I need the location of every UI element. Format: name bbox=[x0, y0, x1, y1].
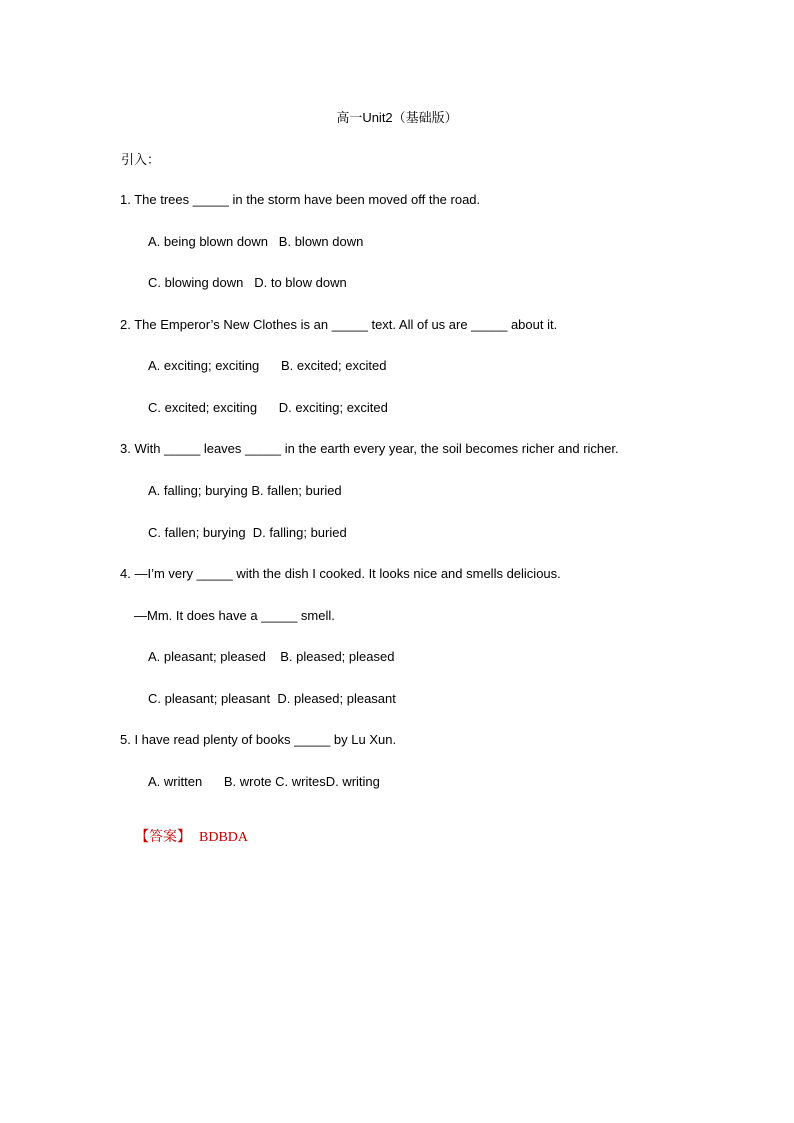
question-3-options-row-2: C. fallen; burying D. falling; buried bbox=[148, 525, 347, 540]
question-4-stem: 4. —I’m very _____ with the dish I cooked. It looks nice and smells delicious. bbox=[120, 566, 561, 581]
answer-value: BDBDA bbox=[199, 830, 249, 845]
question-2-options-row-1: A. exciting; exciting B. excited; excited bbox=[148, 358, 387, 373]
intro-label: 引入： bbox=[121, 152, 161, 167]
question-3-options-row-1: A. falling; burying B. fallen; buried bbox=[148, 483, 342, 498]
question-4-options-row-2: C. pleasant; pleasant D. pleased; pleasant bbox=[148, 691, 396, 706]
question-4-continuation: —Mm. It does have a _____ smell. bbox=[134, 608, 335, 623]
answer-label: 【答案】 bbox=[135, 830, 191, 845]
question-1-options-row-1: A. being blown down B. blown down bbox=[148, 234, 364, 249]
question-1-stem: 1. The trees _____ in the storm have been moved off the road. bbox=[120, 192, 481, 207]
question-5-options-row-1: A. written B. wrote C. writesD. writing bbox=[148, 774, 380, 789]
question-2-options-row-2: C. excited; exciting D. exciting; excited bbox=[148, 400, 388, 415]
question-5-stem: 5. I have read plenty of books _____ by Lu Xun. bbox=[120, 732, 397, 747]
question-2-stem: 2. The Emperor’s New Clothes is an _____ text. All of us are _____ about it. bbox=[120, 317, 558, 332]
answer-line bbox=[121, 810, 248, 862]
question-1-options-row-2: C. blowing down D. to blow down bbox=[148, 275, 347, 290]
document-title: 高一Unit2（基础版） bbox=[336, 110, 458, 125]
question-4-options-row-1: A. pleasant; pleased B. pleased; pleased bbox=[148, 649, 395, 664]
question-3-stem: 3. With _____ leaves _____ in the earth every year, the soil becomes richer and richer. bbox=[120, 441, 619, 456]
